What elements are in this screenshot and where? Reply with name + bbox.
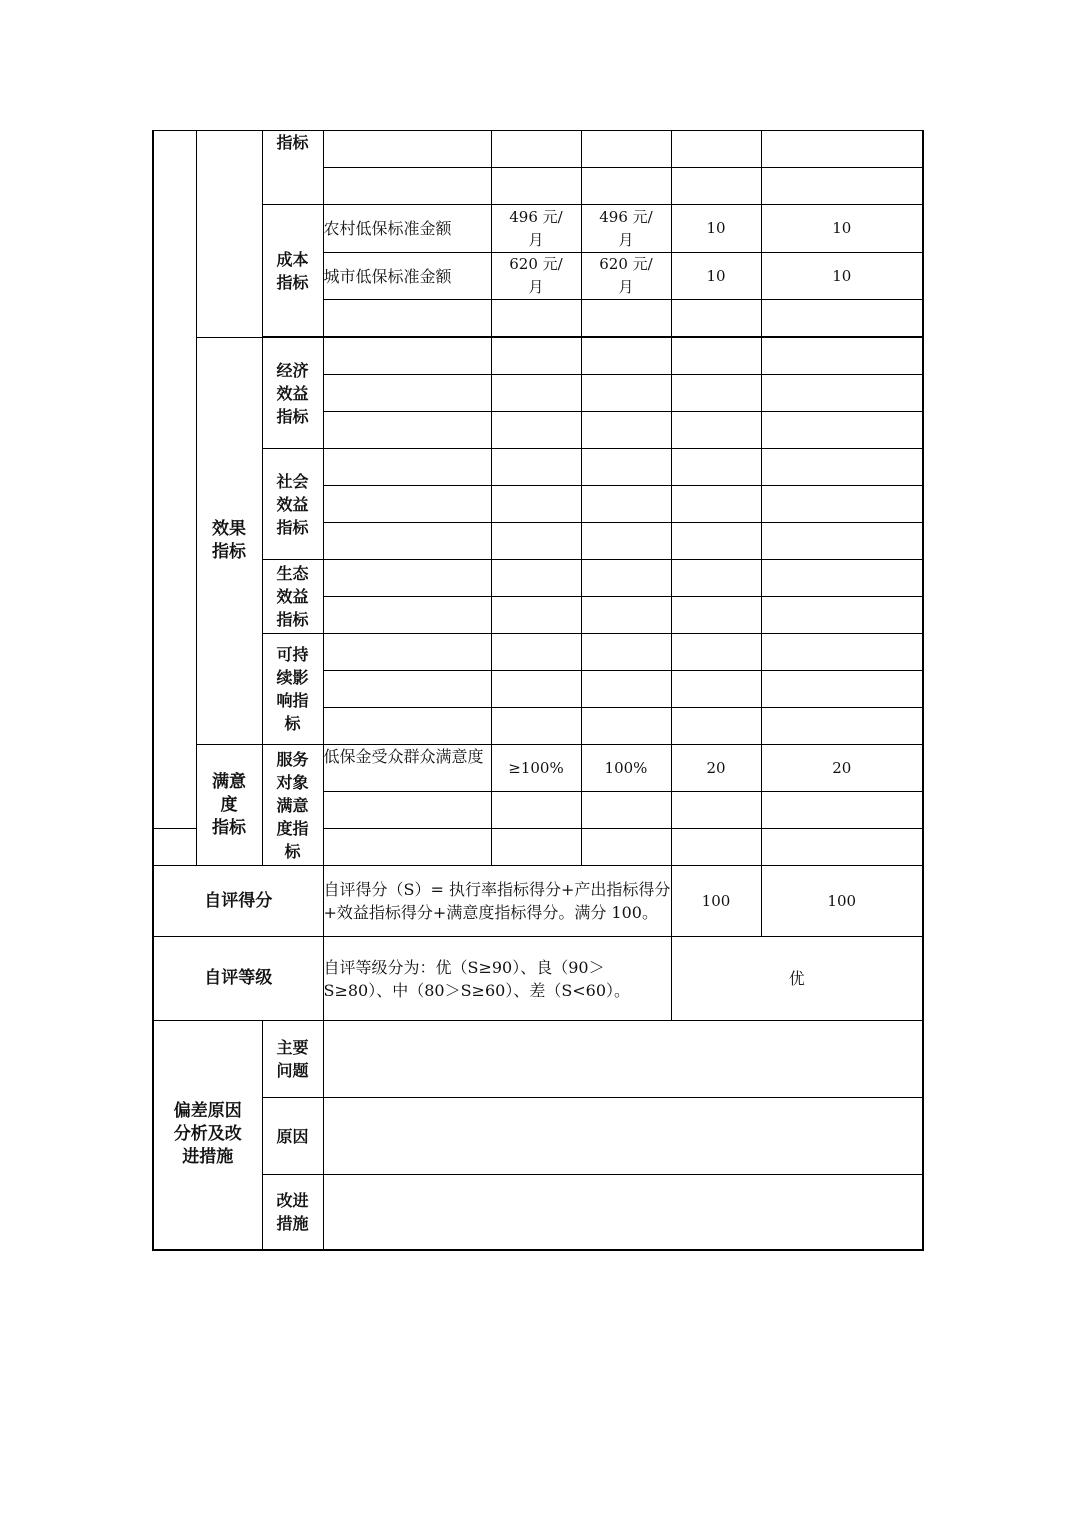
table-cell	[761, 671, 923, 708]
cost-item-target: 496 元/ 月	[491, 205, 581, 253]
satisfaction-item-target: ≥100%	[491, 745, 581, 792]
table-cell	[761, 597, 923, 634]
cost-item-name: 农村低保标准金额	[323, 205, 491, 253]
table-cell	[671, 168, 761, 205]
table-cell	[323, 375, 491, 412]
table-cell	[323, 300, 491, 337]
satisfaction-item-name: 低保金受众群众满意度	[323, 745, 491, 792]
self-score-value: 100	[761, 866, 923, 937]
table-cell	[491, 829, 581, 866]
table-cell	[491, 708, 581, 745]
table-cell	[581, 375, 671, 412]
table-cell	[671, 338, 761, 375]
table-cell	[323, 523, 491, 560]
table-cell	[581, 560, 671, 597]
table-cell	[671, 449, 761, 486]
table-cell	[491, 792, 581, 829]
self-grade-description: 自评等级分为：优（S≥90）、良（90＞S≥80）、中（80＞S≥60）、差（S<60）。	[323, 937, 671, 1021]
table-cell	[323, 671, 491, 708]
table-cell	[581, 708, 671, 745]
main-issue-label: 主要 问题	[262, 1021, 323, 1098]
output-level2-cell	[196, 131, 262, 338]
table-cell	[323, 412, 491, 449]
table-cell	[581, 338, 671, 375]
table-cell	[761, 634, 923, 671]
satisfaction-item-weight: 20	[671, 745, 761, 792]
table-cell	[323, 131, 491, 168]
level1-column-cell	[153, 131, 196, 829]
table-cell	[323, 168, 491, 205]
table-cell	[491, 412, 581, 449]
table-cell	[323, 634, 491, 671]
satisfaction-indicator-label: 满意 度 指标	[196, 745, 262, 866]
table-cell	[323, 449, 491, 486]
table-cell	[581, 597, 671, 634]
table-cell	[491, 597, 581, 634]
table-cell	[323, 829, 491, 866]
table-cell	[491, 523, 581, 560]
service-satisfaction-label: 服务 对象 满意 度指 标	[262, 745, 323, 866]
table-cell	[761, 338, 923, 375]
level1-column-cell	[153, 829, 196, 866]
table-cell	[761, 300, 923, 337]
table-cell	[491, 131, 581, 168]
table-cell	[491, 168, 581, 205]
table-cell	[491, 560, 581, 597]
indicator-label: 指标	[262, 131, 323, 205]
sustainable-impact-label: 可持 续影 响指 标	[262, 634, 323, 745]
table-cell	[581, 671, 671, 708]
deviation-analysis-label: 偏差原因 分析及改 进措施	[153, 1021, 262, 1250]
table-cell	[323, 486, 491, 523]
table-cell	[761, 168, 923, 205]
table-cell	[581, 449, 671, 486]
cost-indicator-label: 成本 指标	[262, 205, 323, 337]
reason-content	[323, 1098, 923, 1175]
table-cell	[761, 792, 923, 829]
performance-evaluation-table	[152, 130, 924, 1251]
table-cell	[323, 338, 491, 375]
economic-benefit-label: 经济 效益 指标	[262, 338, 323, 449]
table-cell	[323, 560, 491, 597]
table-cell	[761, 412, 923, 449]
table-cell	[671, 412, 761, 449]
cost-item-score: 10	[761, 253, 923, 300]
table-cell	[671, 597, 761, 634]
self-grade-label: 自评等级	[153, 937, 323, 1021]
table-cell	[491, 338, 581, 375]
table-cell	[761, 449, 923, 486]
improvement-label: 改进 措施	[262, 1175, 323, 1250]
table-cell	[671, 792, 761, 829]
table-cell	[761, 375, 923, 412]
table-cell	[761, 829, 923, 866]
cost-item-actual: 620 元/ 月	[581, 253, 671, 300]
table-cell	[323, 708, 491, 745]
self-score-weight: 100	[671, 866, 761, 937]
satisfaction-item-score: 20	[761, 745, 923, 792]
cost-item-actual: 496 元/ 月	[581, 205, 671, 253]
cost-item-target: 620 元/ 月	[491, 253, 581, 300]
table-cell	[761, 131, 923, 168]
table-cell	[491, 449, 581, 486]
table-cell	[671, 634, 761, 671]
table-cell	[671, 560, 761, 597]
cost-item-name: 城市低保标准金额	[323, 253, 491, 300]
satisfaction-item-actual: 100%	[581, 745, 671, 792]
table-cell	[581, 300, 671, 337]
table-cell	[671, 829, 761, 866]
cost-item-score: 10	[761, 205, 923, 253]
table-cell	[491, 486, 581, 523]
table-cell	[581, 792, 671, 829]
table-cell	[581, 486, 671, 523]
table-cell	[761, 708, 923, 745]
table-cell	[581, 523, 671, 560]
table-cell	[761, 486, 923, 523]
table-cell	[761, 560, 923, 597]
table-cell	[323, 792, 491, 829]
table-cell	[581, 168, 671, 205]
table-cell	[491, 634, 581, 671]
table-cell	[491, 375, 581, 412]
effect-indicator-label: 效果 指标	[196, 338, 262, 745]
table-cell	[581, 634, 671, 671]
table-cell	[671, 375, 761, 412]
cost-item-weight: 10	[671, 253, 761, 300]
table-cell	[671, 131, 761, 168]
table-cell	[581, 829, 671, 866]
cost-item-weight: 10	[671, 205, 761, 253]
table-cell	[323, 597, 491, 634]
social-benefit-label: 社会 效益 指标	[262, 449, 323, 560]
table-cell	[671, 300, 761, 337]
main-issue-content	[323, 1021, 923, 1098]
reason-label: 原因	[262, 1098, 323, 1175]
table-cell	[671, 708, 761, 745]
self-grade-value: 优	[671, 937, 923, 1021]
improvement-content	[323, 1175, 923, 1250]
table-cell	[761, 523, 923, 560]
table-cell	[491, 671, 581, 708]
self-score-description: 自评得分（S）= 执行率指标得分+产出指标得分+效益指标得分+满意度指标得分。满分 100。	[323, 866, 671, 937]
ecological-benefit-label: 生态 效益 指标	[262, 560, 323, 634]
table-cell	[581, 412, 671, 449]
table-cell	[581, 131, 671, 168]
self-score-label: 自评得分	[153, 866, 323, 937]
table-cell	[671, 523, 761, 560]
table-cell	[671, 486, 761, 523]
table-cell	[671, 671, 761, 708]
table-cell	[491, 300, 581, 337]
